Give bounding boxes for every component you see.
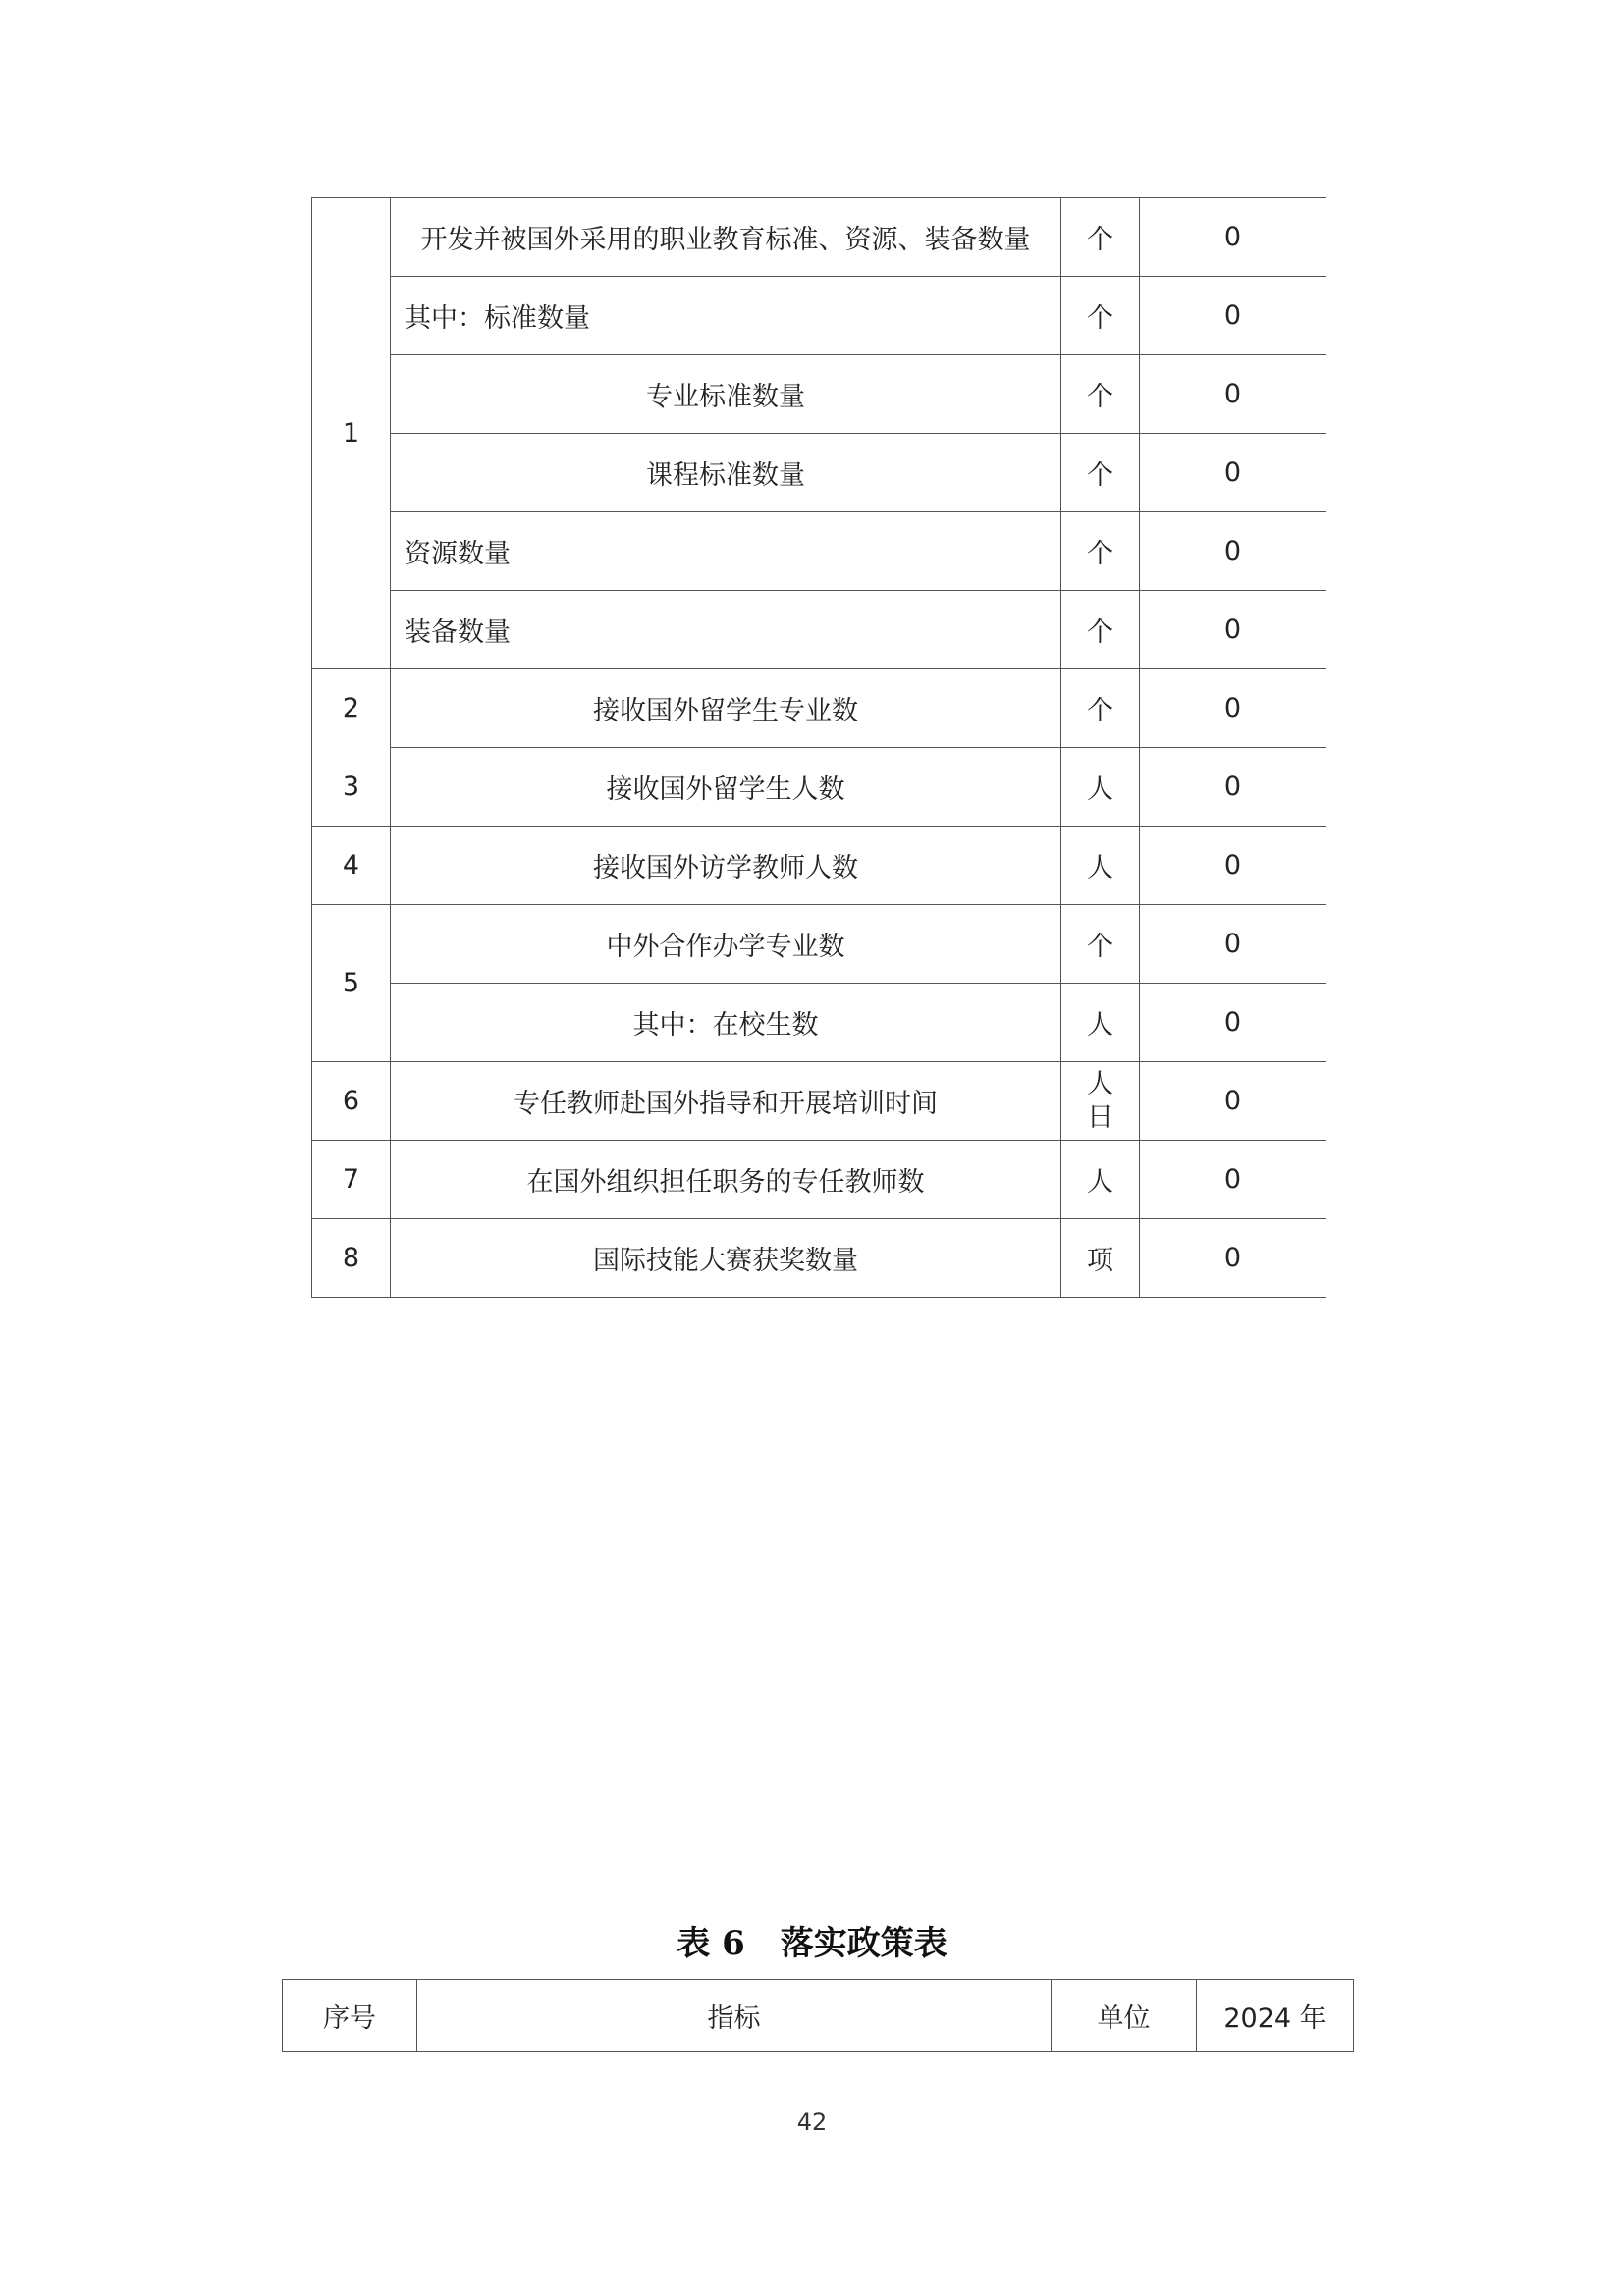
page-number: 42: [796, 2109, 828, 2136]
unit-cell: 个: [1061, 434, 1140, 512]
unit-cell: 个: [1061, 591, 1140, 669]
row-number: 2: [312, 669, 391, 748]
indicator-cell: 课程标准数量: [391, 434, 1061, 512]
row-number: 5: [312, 905, 391, 1062]
table-row: [312, 984, 1326, 1062]
indicator-cell: 装备数量: [391, 591, 1061, 669]
unit-cell: 个: [1061, 669, 1140, 748]
indicator-cell: 接收国外留学生人数: [391, 748, 1061, 827]
indicator-cell: 接收国外访学教师人数: [391, 827, 1061, 905]
indicator-cell: 专业标准数量: [391, 355, 1061, 434]
unit-cell: 个: [1061, 355, 1140, 434]
header-year: 2024 年: [1197, 1980, 1354, 2052]
unit-cell: 个: [1061, 198, 1140, 277]
unit-line: 人: [1087, 1068, 1113, 1099]
indicator-cell: 其中：在校生数: [391, 984, 1061, 1062]
table-row: [312, 512, 1326, 591]
table-row: [312, 1141, 1326, 1219]
table-row: [312, 1219, 1326, 1298]
value-cell: 0: [1140, 984, 1326, 1062]
indicator-cell: 国际技能大赛获奖数量: [391, 1219, 1061, 1298]
row-number: 3: [312, 748, 391, 827]
indicator-cell: 中外合作办学专业数: [391, 905, 1061, 984]
table-row: [312, 827, 1326, 905]
table-name: 落实政策表: [780, 1924, 947, 1963]
international-cooperation-table: [311, 197, 1326, 1298]
table-row: [312, 905, 1326, 984]
unit-cell: 个: [1061, 277, 1140, 355]
policy-implementation-table: [282, 1979, 1354, 2052]
value-cell: 0: [1140, 1141, 1326, 1219]
value-cell: 0: [1140, 827, 1326, 905]
value-cell: 0: [1140, 277, 1326, 355]
indicator-cell: 其中：标准数量: [391, 277, 1061, 355]
unit-cell: 个: [1061, 512, 1140, 591]
row-number: 6: [312, 1062, 391, 1141]
value-cell: 0: [1140, 1219, 1326, 1298]
table-row: [312, 1062, 1326, 1141]
row-number: 7: [312, 1141, 391, 1219]
value-cell: 0: [1140, 669, 1326, 748]
unit-cell: 人: [1061, 1141, 1140, 1219]
table-header-row: [283, 1980, 1354, 2052]
header-unit: 单位: [1052, 1980, 1197, 2052]
unit-cell: [1061, 1062, 1140, 1141]
row-number: 4: [312, 827, 391, 905]
table-row: [312, 591, 1326, 669]
value-cell: 0: [1140, 591, 1326, 669]
indicator-cell: 专任教师赴国外指导和开展培训时间: [391, 1062, 1061, 1141]
indicator-cell: 在国外组织担任职务的专任教师数: [391, 1141, 1061, 1219]
value-cell: 0: [1140, 1062, 1326, 1141]
row-number: 8: [312, 1219, 391, 1298]
unit-cell: 个: [1061, 905, 1140, 984]
value-cell: 0: [1140, 905, 1326, 984]
table-row: [312, 198, 1326, 277]
header-indicator: 指标: [417, 1980, 1052, 2052]
table-row: [312, 669, 1326, 748]
indicator-cell: 资源数量: [391, 512, 1061, 591]
unit-cell: 人: [1061, 827, 1140, 905]
unit-cell: 人: [1061, 748, 1140, 827]
row-number: 1: [312, 198, 391, 669]
indicator-cell: 开发并被国外采用的职业教育标准、资源、装备数量: [391, 198, 1061, 277]
table-label: 表 6: [677, 1924, 745, 1963]
value-cell: 0: [1140, 748, 1326, 827]
table-title: [0, 1916, 1624, 1964]
unit-line: 日: [1087, 1101, 1113, 1133]
header-no: 序号: [283, 1980, 417, 2052]
table-row: [312, 748, 1326, 827]
indicator-cell: 接收国外留学生专业数: [391, 669, 1061, 748]
value-cell: 0: [1140, 198, 1326, 277]
unit-cell: 项: [1061, 1219, 1140, 1298]
value-cell: 0: [1140, 512, 1326, 591]
unit-cell: 人: [1061, 984, 1140, 1062]
table-row: [312, 277, 1326, 355]
table-row: [312, 434, 1326, 512]
table-row: [312, 355, 1326, 434]
value-cell: 0: [1140, 434, 1326, 512]
value-cell: 0: [1140, 355, 1326, 434]
